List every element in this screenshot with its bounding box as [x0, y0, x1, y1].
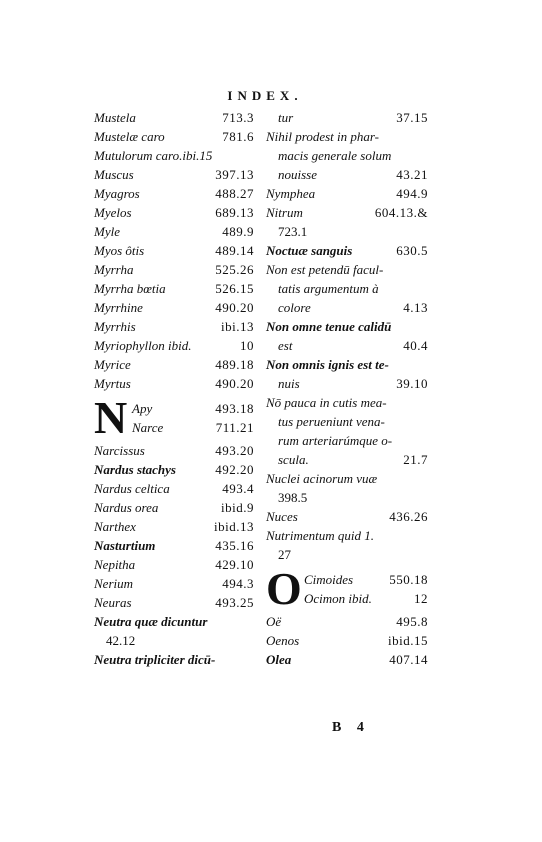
entry-term: nouisse	[278, 167, 317, 182]
entry-term: Non est petendū facul-	[266, 262, 384, 277]
entry-ref: 43.21	[396, 167, 428, 182]
entry-ref: 526.15	[215, 281, 254, 296]
entry-ref: ibid.15	[388, 633, 428, 648]
index-entry	[94, 460, 254, 479]
index-entry	[266, 317, 428, 336]
entry-ref: 493.4	[222, 481, 254, 496]
entry-term: tur	[278, 110, 294, 125]
entry-term: Myle	[94, 224, 120, 239]
entry-ref: 494.9	[396, 186, 428, 201]
entry-ref: 37.15	[396, 110, 428, 125]
index-entry	[266, 631, 428, 650]
entry-ref: 40.4	[403, 338, 428, 353]
entry-ref: 489.9	[222, 224, 254, 239]
entry-term: Neuras	[94, 595, 132, 610]
entry-term: tatis argumentum à	[278, 281, 379, 296]
left-column	[94, 108, 254, 669]
index-entry	[94, 317, 254, 336]
index-entry	[94, 574, 254, 593]
index-entry	[94, 650, 254, 669]
page-header: INDEX.	[227, 88, 303, 103]
entry-ref: 10	[240, 338, 254, 353]
entry-term: Narthex	[94, 519, 136, 534]
right-column	[266, 108, 428, 669]
entry-term: Narce	[132, 420, 164, 435]
index-entry	[266, 526, 428, 545]
entry-term: Ocimon ibid.	[304, 591, 372, 606]
entry-term: Myagros	[94, 186, 140, 201]
entry-ref: 689.13	[215, 205, 254, 220]
entry-ref: ibi.13	[221, 319, 254, 334]
entry-ref: 490.20	[215, 300, 254, 315]
entry-term: tus perueniunt vena-	[278, 414, 385, 429]
index-entry	[266, 450, 428, 469]
entry-term: Myrtus	[94, 376, 131, 391]
drop-cap-n: N	[94, 392, 128, 443]
entry-ref: 489.18	[215, 357, 254, 372]
entry-term: Muscus	[94, 167, 134, 182]
index-entry	[266, 298, 428, 317]
index-entry	[304, 570, 428, 589]
index-entry	[132, 418, 254, 437]
entry-ref: 39.10	[396, 376, 428, 391]
entry-term: Noctuæ sanguis	[266, 243, 353, 258]
entry-term: Myelos	[94, 205, 132, 220]
index-entry	[266, 127, 428, 146]
index-entry	[266, 184, 428, 203]
entry-term: Neutra quæ dicuntur	[94, 614, 208, 629]
entry-ref: 492.20	[215, 462, 254, 477]
index-entry	[94, 336, 254, 355]
index-entry	[94, 260, 254, 279]
entry-term: colore	[278, 300, 311, 315]
index-entry	[94, 222, 254, 241]
entry-term: Nuces	[266, 509, 298, 524]
entry-ref: 630.5	[396, 243, 428, 258]
index-entry	[94, 298, 254, 317]
entry-term: est	[278, 338, 293, 353]
entry-term: Mustelæ caro	[94, 129, 165, 144]
index-entry	[94, 517, 254, 536]
entry-ref: 489.14	[215, 243, 254, 258]
entry-term: nuis	[278, 376, 300, 391]
entry-term: Myrrhis	[94, 319, 136, 334]
index-entry	[266, 488, 428, 507]
entry-term: Nutrimentum quid 1.	[266, 528, 374, 543]
signature-mark: B 4	[332, 720, 370, 735]
index-entry	[266, 355, 428, 374]
index-entry	[266, 507, 428, 526]
entry-term: Nasturtium	[94, 538, 156, 553]
index-entry	[94, 441, 254, 460]
index-entry	[266, 108, 428, 127]
entry-term: Nitrum	[266, 205, 303, 220]
entry-term: Nardus stachys	[94, 462, 176, 477]
index-entry	[94, 279, 254, 298]
entry-term: Neutra tripliciter dicū-	[94, 652, 216, 667]
entry-term: 27	[278, 547, 291, 562]
entry-term: scula.	[278, 452, 309, 467]
entry-ref: 493.25	[215, 595, 254, 610]
index-entry	[94, 355, 254, 374]
index-entry	[94, 479, 254, 498]
entry-term: Nerium	[94, 576, 133, 591]
section-n-initial	[94, 392, 254, 443]
index-entry	[94, 203, 254, 222]
index-entry	[132, 399, 254, 418]
entry-term: Myrrha bœtia	[94, 281, 166, 296]
entry-ref: ibid.9	[221, 500, 254, 515]
entry-ref: 435.16	[215, 538, 254, 553]
entry-ref: 604.13.&	[374, 205, 428, 220]
entry-ref: 12	[414, 591, 428, 606]
entry-term: Olea	[266, 652, 292, 667]
index-entry	[94, 374, 254, 393]
entry-ref: 490.20	[215, 376, 254, 391]
index-entry	[266, 241, 428, 260]
entry-ref: 429.10	[215, 557, 254, 572]
index-entry	[266, 146, 428, 165]
entry-term: Myrrha	[94, 262, 134, 277]
entry-term: rum arteriarúmque o-	[278, 433, 393, 448]
entry-term: Narcissus	[94, 443, 145, 458]
index-entry	[266, 336, 428, 355]
index-entry	[266, 650, 428, 669]
index-entry	[94, 165, 254, 184]
entry-ref: 488.27	[215, 186, 254, 201]
index-entry	[94, 146, 254, 165]
entry-ref: 4.13	[403, 300, 428, 315]
entry-term: Oenos	[266, 633, 300, 648]
entry-ref: 493.20	[215, 443, 254, 458]
index-entry	[266, 612, 428, 631]
entry-ref: 550.18	[389, 572, 428, 587]
index-entry	[94, 241, 254, 260]
entry-term: Nymphea	[266, 186, 316, 201]
entry-term: Nō pauca in cutis mea-	[266, 395, 387, 410]
index-entry	[266, 431, 428, 450]
entry-ref: 495.8	[396, 614, 428, 629]
entry-ref: 525.26	[215, 262, 254, 277]
entry-term: macis generale solum	[278, 148, 392, 163]
index-entry	[94, 593, 254, 612]
entry-term: Oë	[266, 614, 282, 629]
index-entry	[266, 545, 428, 564]
entry-term: Myos ôtis	[94, 243, 145, 258]
drop-cap-o: O	[266, 563, 302, 614]
entry-term: Nuclei acinorum vuæ	[266, 471, 378, 486]
entry-term: Myrice	[94, 357, 131, 372]
entry-ref: 494.3	[222, 576, 254, 591]
entry-ref: 713.3	[222, 110, 254, 125]
entry-term: Myrrhine	[94, 300, 143, 315]
entry-term: Mustela	[94, 110, 136, 125]
index-entry	[266, 203, 428, 222]
entry-term: Mutulorum caro.ibi.15	[94, 148, 213, 163]
entry-ref: ibid.13	[214, 519, 254, 534]
entry-ref: 711.21	[215, 420, 254, 435]
entry-term: Cimoides	[304, 572, 354, 587]
entry-term: 398.5	[278, 490, 308, 505]
entry-term: Nepitha	[94, 557, 136, 572]
entry-term: Nardus celtica	[94, 481, 170, 496]
index-entry	[304, 589, 428, 608]
index-entry	[266, 260, 428, 279]
entry-ref: 436.26	[389, 509, 428, 524]
entry-ref: 397.13	[215, 167, 254, 182]
index-entry	[266, 222, 428, 241]
index-entry	[94, 555, 254, 574]
index-entry	[94, 184, 254, 203]
entry-ref: 781.6	[222, 129, 254, 144]
index-entry	[266, 165, 428, 184]
index-entry	[94, 536, 254, 555]
entry-term: Nihil prodest in phar-	[266, 129, 380, 144]
entry-ref: 21.7	[403, 452, 428, 467]
entry-ref: 493.18	[215, 401, 254, 416]
index-entry	[94, 631, 254, 650]
entry-term: Non omnis ignis est te-	[266, 357, 389, 372]
index-entry	[94, 498, 254, 517]
index-entry	[266, 469, 428, 488]
index-entry	[266, 412, 428, 431]
entry-term: 42.12	[106, 633, 136, 648]
entry-term: Non omne tenue calidū	[266, 319, 392, 334]
index-entry	[94, 127, 254, 146]
entry-term: Nardus orea	[94, 500, 159, 515]
section-o-initial	[266, 563, 428, 614]
entry-term: Myriophyllon ibid.	[94, 338, 192, 353]
entry-term: Apy	[132, 401, 153, 416]
index-entry	[94, 108, 254, 127]
entry-term: 723.1	[278, 224, 308, 239]
index-entry	[266, 279, 428, 298]
entry-ref: 407.14	[389, 652, 428, 667]
index-entry	[94, 612, 254, 631]
index-entry	[266, 374, 428, 393]
index-entry	[266, 393, 428, 412]
